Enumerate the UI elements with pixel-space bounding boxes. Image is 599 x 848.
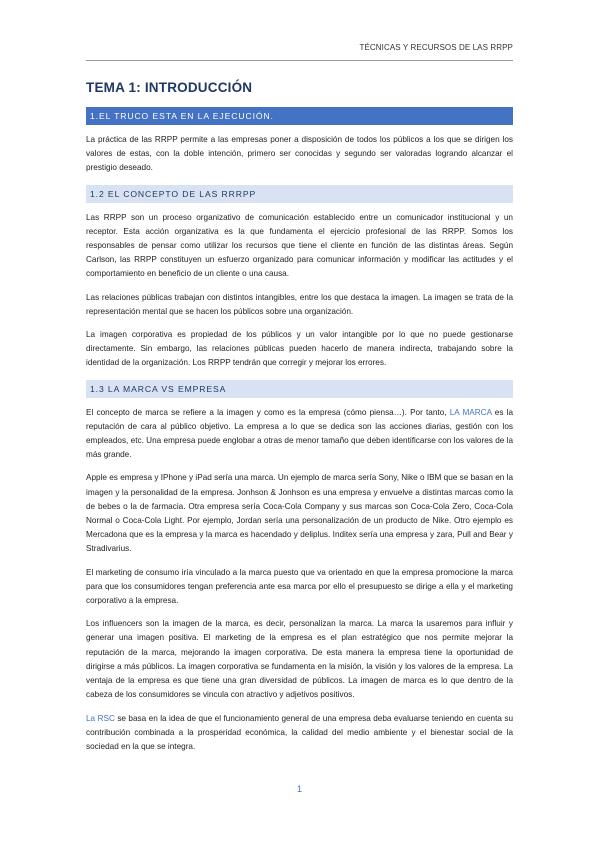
paragraph: El marketing de consumo iría vinculado a la marca puesto que va orientado en que la empresa promocione la marca para que los consumidores tengan preferencia ante esa marca por ello el presupuesto se dirige a ella y el marketing corporativo a la empresa.: [86, 567, 513, 606]
highlight-term: LA MARCA: [449, 407, 492, 417]
document-body: [86, 80, 513, 763]
paragraph-text: se basa en la idea de que el funcionamiento general de una empresa deba evaluarse teniendo en cuenta su contribución combinada a la prosperidad económica, la calidad del medio ambiente y el bienestar social de la sociedad en la que se integra.: [86, 713, 513, 751]
section-heading-1-2: 1.2 EL CONCEPTO DE LAS RRRPP: [86, 185, 513, 203]
paragraph: Las relaciones públicas trabajan con distintos intangibles, entre los que destaca la imagen. La imagen se trata de la representación mental que se hacen los públicos sobre una organización.: [86, 292, 513, 316]
paragraph: La práctica de las RRPP permite a las empresas poner a disposición de todos los públicos a los que se dirigen los valores de estas, con la doble intención, primero ser conocidas y segundo ser valoradas logrando alcanzar el prestigio deseado.: [86, 135, 513, 173]
paragraph: Apple es empresa y IPhone y iPad sería una marca. Un ejemplo de marca sería Sony, Nike o IBM que se basan en la imagen y la personalidad de la empresa. Jonhson & Jonhson es una empresa y envuelve a distintas marcas como la de bebes o la de farmacia. Otra empresa sería Coca-Cola Company y sus marcas son Coca-Cola Zero, Coca-Cola Normal o Coca-Cola Light. Por ejemplo, Jordan sería una personalización de un producto de Nike. Otro ejemplo es Mercadona que es la empresa y la marca es hacendado y deliplus. Inditex sería una empresa y zara, Pull and Bear y Stradivarius.: [86, 473, 513, 554]
paragraph: Los influencers son la imagen de la marca, es decir, personalizan la marca. La marca la usaremos para influir y generar una imagen positiva. El marketing de la empresa es el plan estratégico que nos permite mejorar la reputación de la marca, mejorando la imagen corporativa. De esta manera la empresa tiene la oportunidad de dirigirse a más públicos. La imagen corporativa se fundamenta en la misión, la visión y los valores de la empresa. La ventaja de la empresa es que tiene una gran diversidad de públicos. La imagen de marca es lo que dentro de la cabeza de los consumidores se vincula con atractivo y adjetivos positivos.: [86, 619, 513, 700]
running-header: TÉCNICAS Y RECURSOS DE LAS RRPP: [359, 43, 513, 52]
paragraph-text: es la reputación de cara al público objetivo. La empresa a lo que se dedica son las acciones diarias, gestión con los empleados, etc. Una empresa puede englobar a otras de menor tamaño que deben identificarse con los valores de la más grande.: [86, 407, 513, 460]
paragraph-marca: [86, 406, 513, 463]
paragraph: Las RRPP son un proceso organizativo de comunicación establecido entre un comunicador institucional y un receptor. Esta acción organizativa es la que fundamenta el ejercicio profesional de las RRPP. Somos los responsables de pensar como utilizar los recursos que tiene el cliente en función de las distintas áreas. Según Carlson, las RRPP constituyen un esfuerzo organizado para comunicar información y modificar las actitudes y el comportamiento en beneficio de un cliente o una causa.: [86, 212, 513, 279]
document-title: TEMA 1: INTRODUCCIÓN: [86, 80, 253, 95]
header-divider: [86, 60, 513, 61]
paragraph-text: El concepto de marca se refiere a la imagen y como es la empresa (cómo piensa…). Por tanto,: [86, 407, 450, 417]
section-heading-1: 1.EL TRUCO ESTA EN LA EJECUCIÓN.: [86, 107, 513, 125]
paragraph: La imagen corporativa es propiedad de los públicos y un valor intangible por lo que no puede gestionarse directamente. Sin embargo, las relaciones públicas pueden hacerlo de manera indirecta, trabajando sobre la identidad de la organización. Los RRPP tendrán que corregir y mejorar los errores.: [86, 330, 513, 368]
page-number: 1: [296, 784, 302, 794]
paragraph-rsc: [86, 712, 513, 755]
highlight-term: La RSC: [86, 713, 115, 723]
section-heading-1-3: 1.3 LA MARCA VS EMPRESA: [86, 380, 513, 398]
